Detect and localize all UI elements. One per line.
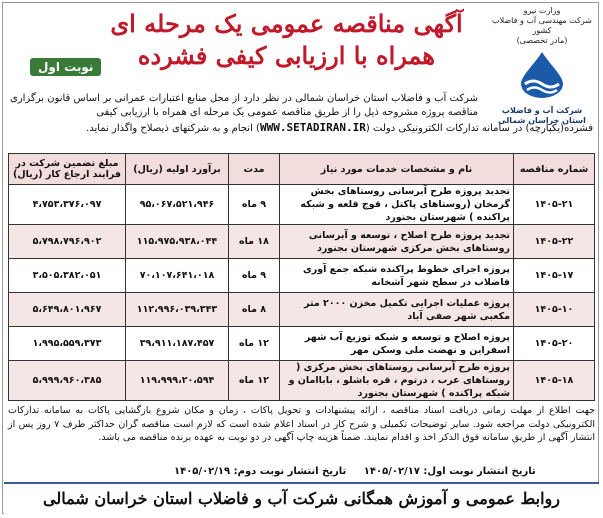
tender-estimate: ۱۱۹،۹۹۹،۲۰،۵۹۴ <box>126 361 229 401</box>
tender-guarantee: ۱،۹۹۵،۵۵۹،۳۷۳ <box>9 327 126 361</box>
intro-paragraph-2 <box>10 121 593 136</box>
table-header-row <box>9 154 595 185</box>
tender-no: ۱۴۰۵-۱۷ <box>514 259 595 293</box>
tender-no: ۱۴۰۵-۲۱ <box>514 185 595 225</box>
table-row <box>9 259 595 293</box>
title-line-1: آگهی مناقصه عمومی یک مرحله ای <box>110 9 463 38</box>
intro-text-b: ) انجام و به شرکتهای ذیصلاح واگذار نماید. <box>86 123 260 134</box>
page-title <box>90 8 483 72</box>
table-row <box>9 185 595 225</box>
tender-no: ۱۴۰۵-۱۸ <box>514 361 595 401</box>
intro-text-a: فشرده(یکپارچه) در سامانه تدارکات الکترونیکی دولت ( <box>365 123 593 134</box>
tender-description: پروژه طرح آبرسانی روستاهای بخش مرکزی ( روستاهای عرب ، درتوم ، قره باشلو ، باباامان و شبکه پراکنده ) شهرستان بجنورد <box>280 361 514 401</box>
tender-guarantee: ۵،۷۹۸،۷۹۶،۹۰۲ <box>9 225 126 259</box>
tender-duration: ۱۲ ماه <box>229 361 280 401</box>
tender-duration: ۸ ماه <box>229 293 280 327</box>
tender-estimate: ۱۱۲،۹۹۶،۰۳۹،۳۴۳ <box>126 293 229 327</box>
ministry-line-1: وزارت نیرو <box>523 6 561 15</box>
tender-description: پروژه اصلاح و توسعه و شبکه توزیع آب شهر اسفراین و نهضت ملی وسکن مهر <box>280 327 514 361</box>
tender-table <box>8 153 595 401</box>
tender-guarantee: ۴،۷۵۳،۳۷۶،۰۹۷ <box>9 185 126 225</box>
tender-duration: ۱۸ ماه <box>229 225 280 259</box>
tender-duration: ۹ ماه <box>229 185 280 225</box>
title-line-2: همراه با ارزیابی کیفی فشرده <box>137 41 436 70</box>
table-row <box>9 327 595 361</box>
col-header-guarantee: مبلغ تضمین شرکت در فرایند ارجاع کار (ریال) <box>9 154 126 185</box>
publish-date-first: تاریخ انتشار نوبت اول: ۱۴۰۵/۰۲/۱۷ <box>363 466 536 477</box>
tender-estimate: ۹۵،۰۶۷،۵۲۱،۹۴۶ <box>126 185 229 225</box>
col-header-description: نام و مشخصات خدمات مورد نیاز <box>280 154 514 185</box>
company-logo-block <box>487 6 597 125</box>
tender-duration: ۱۲ ماه <box>229 327 280 361</box>
company-name-2: استان خراسان شمالی <box>498 116 586 125</box>
tender-guarantee: ۵،۶۴۹،۸۰۱،۹۶۷ <box>9 293 126 327</box>
edition-badge: نوبت اول <box>30 58 101 76</box>
table-row <box>9 293 595 327</box>
tender-description: تجدید پروژه طرح آبرسانی روستاهای بخش گرمخان (روستاهای پاکتل ، قوچ قلعه و شبکه پراکنده ) شهرستان بجنورد <box>280 185 514 225</box>
table-row <box>9 225 595 259</box>
tender-description: تجدید پروژه طرح اصلاح ، توسعه و آبرسانی روستاهای بخش مرکزی شهرستان بجنورد <box>280 225 514 259</box>
tender-no: ۱۴۰۵-۲۲ <box>514 225 595 259</box>
col-header-duration: مدت <box>229 154 280 185</box>
company-name-1: شرکت آب و فاضلاب <box>501 106 583 115</box>
tender-description: پروژه عملیات اجرایی تکمیل مخزن ۲۰۰۰ متر مکعبی شهر صفی آباد <box>280 293 514 327</box>
tender-guarantee: ۵،۹۹۹،۹۶۰،۳۸۵ <box>9 361 126 401</box>
table-row <box>9 361 595 401</box>
publish-dates <box>160 466 536 477</box>
intro-paragraph: شرکت آب و فاضلاب استان خراسان شمالی در نظر دارد از محل منابع اعتبارات عمرانی بر اساس قانون برگزاری مناقصه پروژه مشروحه ذیل را از طریق مناقصه عمومی یک مرحله ای همراه با ارزیابی کیفی <box>10 93 478 118</box>
setad-website-link[interactable]: WWW.SETADIRAN.IR <box>259 121 366 134</box>
ministry-line-3: (مادر تخصصی) <box>516 36 568 45</box>
water-drop-logo-icon <box>513 50 571 100</box>
publish-date-second: تاریخ انتشار نوبت دوم: ۱۴۰۵/۰۲/۱۹ <box>174 466 347 477</box>
public-relations-footer: روابط عمومی و آموزش همگانی شرکت آب و فاضلاب استان خراسان شمالی <box>4 482 599 514</box>
ministry-line-2: شرکت مهندسی آب و فاضلاب کشور <box>492 16 592 35</box>
tender-description: پروژه اجرای خطوط پراکنده شبکه جمع آوری فاضلاب در سطح شهر آشخانه <box>280 259 514 293</box>
tender-no: ۱۴۰۵-۱۰ <box>514 293 595 327</box>
tender-duration: ۹ ماه <box>229 259 280 293</box>
col-header-tender-no: شماره مناقصه <box>514 154 595 185</box>
tender-estimate: ۱۱۵،۹۷۵،۹۳۸،۰۴۴ <box>126 225 229 259</box>
col-header-estimate: برآورد اولیه (ریال) <box>126 154 229 185</box>
tender-no: ۱۴۰۵-۲۰ <box>514 327 595 361</box>
notice-details: جهت اطلاع از مهلت زمانی دریافت اسناد مناقصه ، ارائه پیشنهادات و تحویل پاکات ، زمان و مکان شروع بازگشایی پاکات به سامانه تدارکات الکترونیکی دولت مراجعه شود. سایر توضیحات تکمیلی و شرح کار در اسناد اعلام شده است که لازم است مناقصه گران حداکثر ظرف ۷ روز پس از انتشار آگهی از طریق سامانه فوق الذکر اخذ و اقدام نمایند. ضمناً هزینه چاپ آگهی در دو نوبت به عهده برنده مناقصه می باشد. <box>8 405 595 443</box>
tender-guarantee: ۳،۵۰۵،۳۸۲،۰۵۱ <box>9 259 126 293</box>
tender-estimate: ۷۰،۱۰۷،۶۴۱،۰۱۸ <box>126 259 229 293</box>
tender-estimate: ۳۹،۹۱۱،۱۸۷،۴۵۷ <box>126 327 229 361</box>
